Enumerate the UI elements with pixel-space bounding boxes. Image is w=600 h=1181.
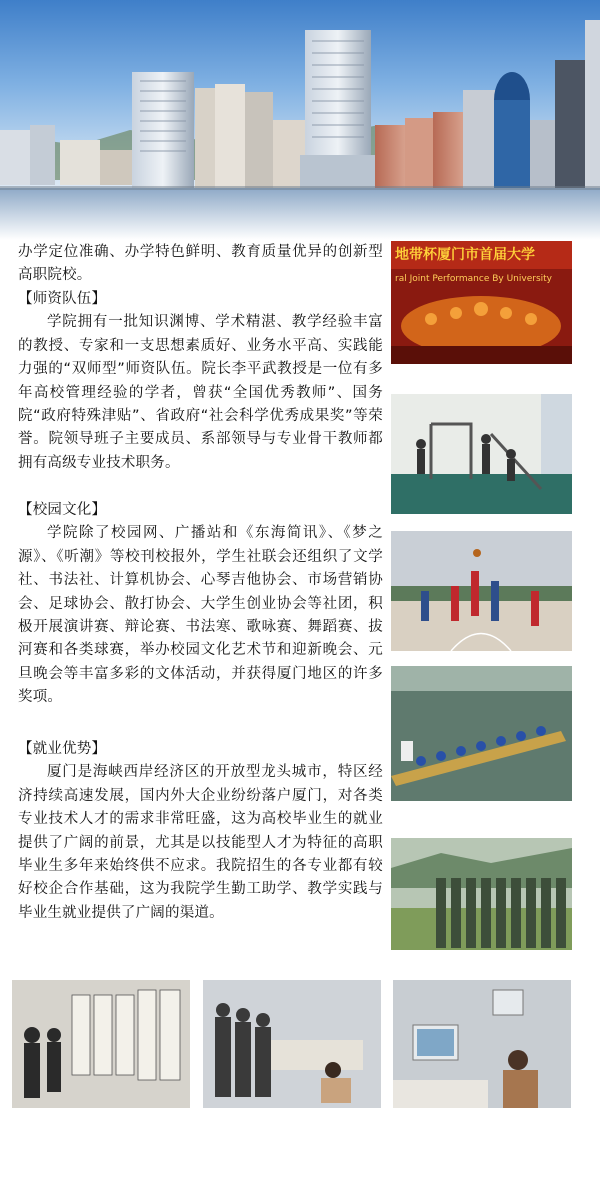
culture-section: [18, 499, 383, 710]
gym-photo: [391, 394, 572, 514]
dragon-boat-photo: [391, 666, 572, 801]
performance-banner-text: 地带杯厦门市首届大学: [395, 247, 535, 263]
header-skyline-photo: [0, 0, 600, 240]
computer-lab-photo: [393, 980, 571, 1108]
military-training-photo: [391, 838, 572, 950]
faculty-body: 学院拥有一批知识渊博、学术精湛、教学经验丰富的教授、专家和一支思想素质好、业务水平高、实践能力强的“双师型”师资队伍。院长李平武教授是一位有多年高校管理经验的学者，曾获“全国优秀教师”、国务院“政府特殊津贴”、省政府“社会科学优秀成果奖”等荣誉。院领导班子主要成员、系部领导与专业骨干教师都拥有高级专业技术职务。: [18, 314, 383, 471]
performance-subtitle-text: ral Joint Performance By University: [395, 274, 552, 284]
registration-photo: [203, 980, 381, 1108]
basketball-photo: [391, 531, 572, 651]
intro-section: [18, 241, 383, 288]
intro-text: 办学定位准确、办学特色鲜明、教育质量优异的创新型高职院校。: [18, 244, 383, 284]
culture-heading: 【校园文化】: [18, 502, 107, 518]
culture-body: 学院除了校园网、广播站和《东海简讯》、《梦之源》、《听潮》等校刊校报外，学生社联会还组织了文学社、书法社、计算机协会、心琴吉他协会、市场营销协会、足球协会、散打协会、大学生创业协会等社团，积极开展演讲赛、辩论赛、书法寒、歌咏赛、舞蹈赛、拔河赛和各类球赛，举办校园文化艺术节和迎新晚会、元旦晚会等丰富多彩的文体活动，并获得厦门地区的许多奖项。: [18, 525, 383, 706]
employment-section: [18, 738, 383, 925]
faculty-heading: 【师资队伍】: [18, 291, 107, 307]
faculty-section: [18, 288, 383, 475]
employment-heading: 【就业优势】: [18, 741, 107, 757]
employment-body: 厦门是海峡西岸经济区的开放型龙头城市，特区经济持续高速发展，国内外大企业纷纷落户厦门，对各类专业技术人才的需求非常旺盛，这为高校毕业生的就业提供了广阔的前景，尤其是以技能型人才为特征的高职毕业生多年来始终供不应求。我院招生的各专业都有较好校企合作基础，这为我院学生勤工助学、教学实践与毕业生就业提供了广阔的渠道。: [18, 764, 383, 921]
calligraphy-exhibition-photo: [12, 980, 190, 1108]
performance-photo: [391, 241, 572, 364]
skyline-illustration: [0, 0, 600, 240]
